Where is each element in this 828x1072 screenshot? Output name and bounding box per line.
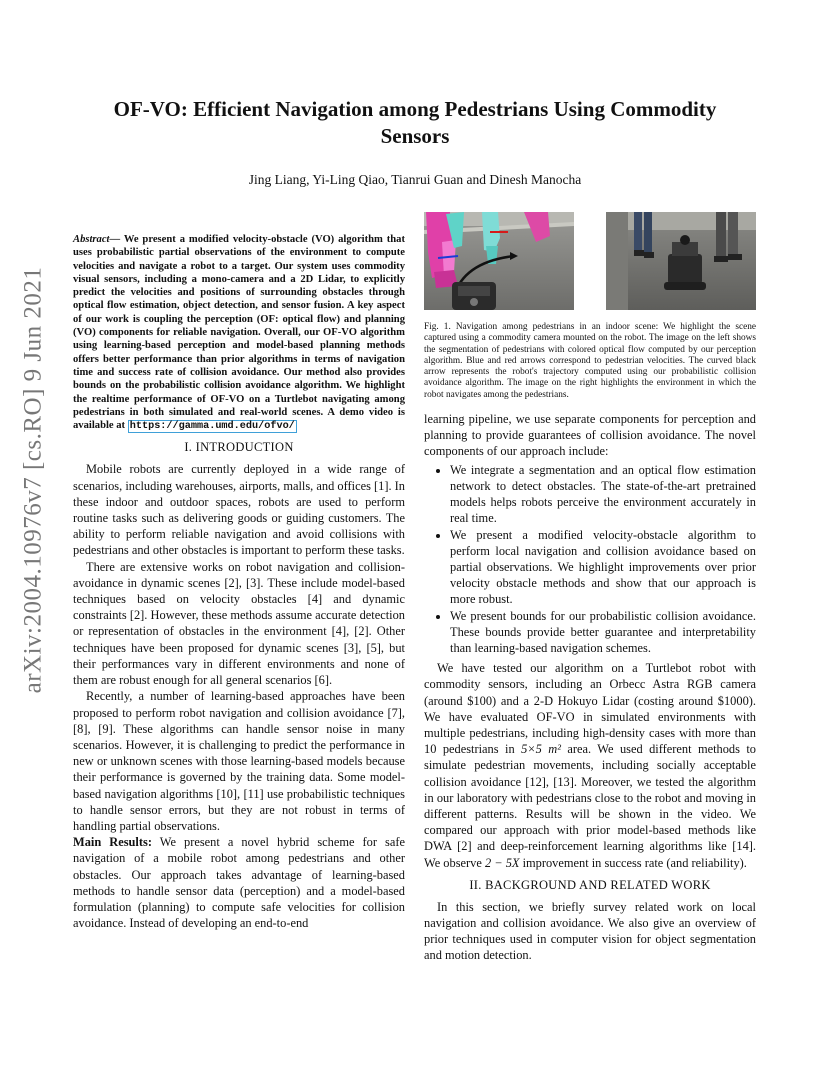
figure-1-right-image bbox=[606, 212, 756, 310]
demo-video-link[interactable]: https://gamma.umd.edu/ofvo/ bbox=[129, 421, 295, 433]
improvement-math: 2 − 5X bbox=[484, 855, 520, 870]
main-results-label: Main Results: bbox=[73, 835, 152, 850]
continuation-paragraph: learning pipeline, we use separate components for perception and planning to provide guarantees of collision avoidance. The novel components of our approach include: bbox=[424, 412, 756, 459]
contribution-item: • We present a modified velocity-obstacle algorithm to perform local navigation and collision avoidance based on partial observations. We highlight improvements over prior velocity obstacle methods and show that our approach is more robust. bbox=[450, 527, 756, 608]
contribution-item: • We present bounds for our probabilistic collision avoidance. These bounds provide better guarantee and interpretability than learning-based navigation schemes. bbox=[450, 608, 756, 657]
evaluation-text-1: We have tested our algorithm on a Turtlebot robot with commodity sensors, including an Orbecc Astra RGB camera (around $100) and a 2-D Hokuyo Lidar (costing around $1000). We have evaluated OF-VO in simulated environments with multiple pedestrians, including high-density cases with more than 10 pedestrians in bbox=[424, 661, 756, 757]
intro-paragraph-2: There are extensive works on robot navigation and collision-avoidance in dynamic scenes [2], [3]. These include model-based techniques based on velocity obstacles [4] and dynamic constraints [2]. However, these methods assume accurate detection or representation of obstacles in the environment [4], [2]. Other techniques have been proposed for dynamic scenes [3], [5], but their performances vary in different environments and none of them are robust enough for all general scenarios [6]. bbox=[73, 559, 405, 688]
main-results-text: We present a novel hybrid scheme for safe navigation of a mobile robot among pedestrians and other obstacles. Our approach takes advantage of learning-based methods to handle sensor data (perception) and a model-based formulation (planning) to compute safe velocities for collision avoidance. Instead of developing an end-to-end bbox=[73, 835, 406, 931]
main-results-paragraph bbox=[73, 834, 405, 931]
abstract bbox=[73, 233, 405, 433]
section-heading-background: II. BACKGROUND AND RELATED WORK bbox=[469, 877, 711, 892]
figure-1-left-image bbox=[424, 212, 574, 310]
evaluation-paragraph bbox=[424, 660, 756, 871]
evaluation-text-3: improvement in success rate (and reliability). bbox=[519, 855, 747, 870]
contribution-item: • We integrate a segmentation and an optical flow estimation network to detect obstacles. The state-of-the-art pretrained models helps robots perceive the environment accurately in real time. bbox=[450, 462, 756, 527]
left-column bbox=[73, 233, 405, 931]
right-column bbox=[424, 212, 756, 964]
intro-paragraph-1: Mobile robots are currently deployed in a wide range of scenarios, including warehouses, airports, malls, and offices [1]. In these indoor and outdoor spaces, robots are used to perform routine tasks such as delivering goods or guiding customers. The ability to perform reliable navigation and avoid collisions with pedestrians and other obstacles is important to perform these tasks. bbox=[73, 462, 405, 558]
abstract-text: — We present a modified velocity-obstacle (VO) algorithm that uses probabilistic partial observations of the environment to compute velocities and navigate a robot to a target. Our system uses commodity visual sensors, including a mono-camera and a 2D Lidar, to explicitly predict the velocities and positions of surrounding obstacles through optical flow estimation, object detection, and sensor fusion. A key aspect of our work is coupling the perception (OF: optical flow) and planning (VO) components for reliable navigation. Overall, our OF-VO algorithm using learning-based perception and model-based planning methods offers better performance than prior algorithms in terms of navigation time and success rate of collision avoidance. Our method also provides bounds on the probabilistic collision avoidance algorithm. We highlight the realtime performance of OF-VO on a Turtlebot navigating among pedestrians in both simulated and real-world scenes. A demo video is available at bbox=[73, 234, 405, 432]
segmentation-flow-image bbox=[424, 212, 574, 310]
paper-title: OF-VO: Efficient Navigation among Pedestrians Using Commodity Sensors bbox=[113, 97, 717, 148]
figure-1-caption: Fig. 1. Navigation among pedestrians in an indoor scene: We highlight the scene captured using a commodity camera mounted on the robot. The image on the left shows the segmentation of pedestrians with colored optical flow computed by our perception algorithm. Blue and red arrows correspond to pedestrian velocities. The curved black arrow represents the robot's trajectory computed using our probabilistic collision avoidance algorithm. The image on the right highlights the environment in which the robot navigates among the pedestrians. bbox=[424, 322, 756, 400]
evaluation-text-2: area. We used different methods to simulate pedestrian movements, including socially acceptable collision avoidance [12], [13]. Moreover, we tested the algorithm in our laboratory with pedestrians close to the robot and moving in different patterns. Results will be shown in the video. We compared our approach with prior model-based methods like DWA [2] and deep-reinforcement learning algorithms like [14]. We observe bbox=[424, 742, 757, 870]
abstract-label: Abstract bbox=[73, 234, 110, 245]
section-heading-introduction: I. INTRODUCTION bbox=[184, 440, 294, 455]
intro-paragraph-3: Recently, a number of learning-based approaches have been proposed to perform robot navigation and collision avoidance [7], [8], [9]. These algorithms can handle sensor noise in many scenarios. However, it is challenging to predict the performance in new or unknown scenes with those learning-based models because their performance is governed by the training data. Some model-based navigation algorithms [10], [11] use probabilistic techniques to handle sensor errors, but they are not robust in terms of handling partial observations. bbox=[73, 689, 405, 833]
arxiv-identifier bbox=[8, 266, 58, 694]
area-math: 5×5 m² bbox=[521, 742, 561, 757]
background-paragraph: In this section, we briefly survey related work on local navigation and collision avoidance. We also give an overview of prior techniques used in computer vision for object segmentation and motion detection. bbox=[424, 899, 756, 963]
environment-image bbox=[606, 212, 756, 310]
author-list: Jing Liang, Yi-Ling Qiao, Tianrui Guan and Dinesh Manocha bbox=[248, 172, 582, 187]
arxiv-identifier-text: arXiv:2004.10976v7 [cs.RO] 9 Jun 2021 bbox=[19, 266, 46, 694]
contributions-list bbox=[424, 462, 756, 656]
figure-1 bbox=[424, 212, 756, 310]
